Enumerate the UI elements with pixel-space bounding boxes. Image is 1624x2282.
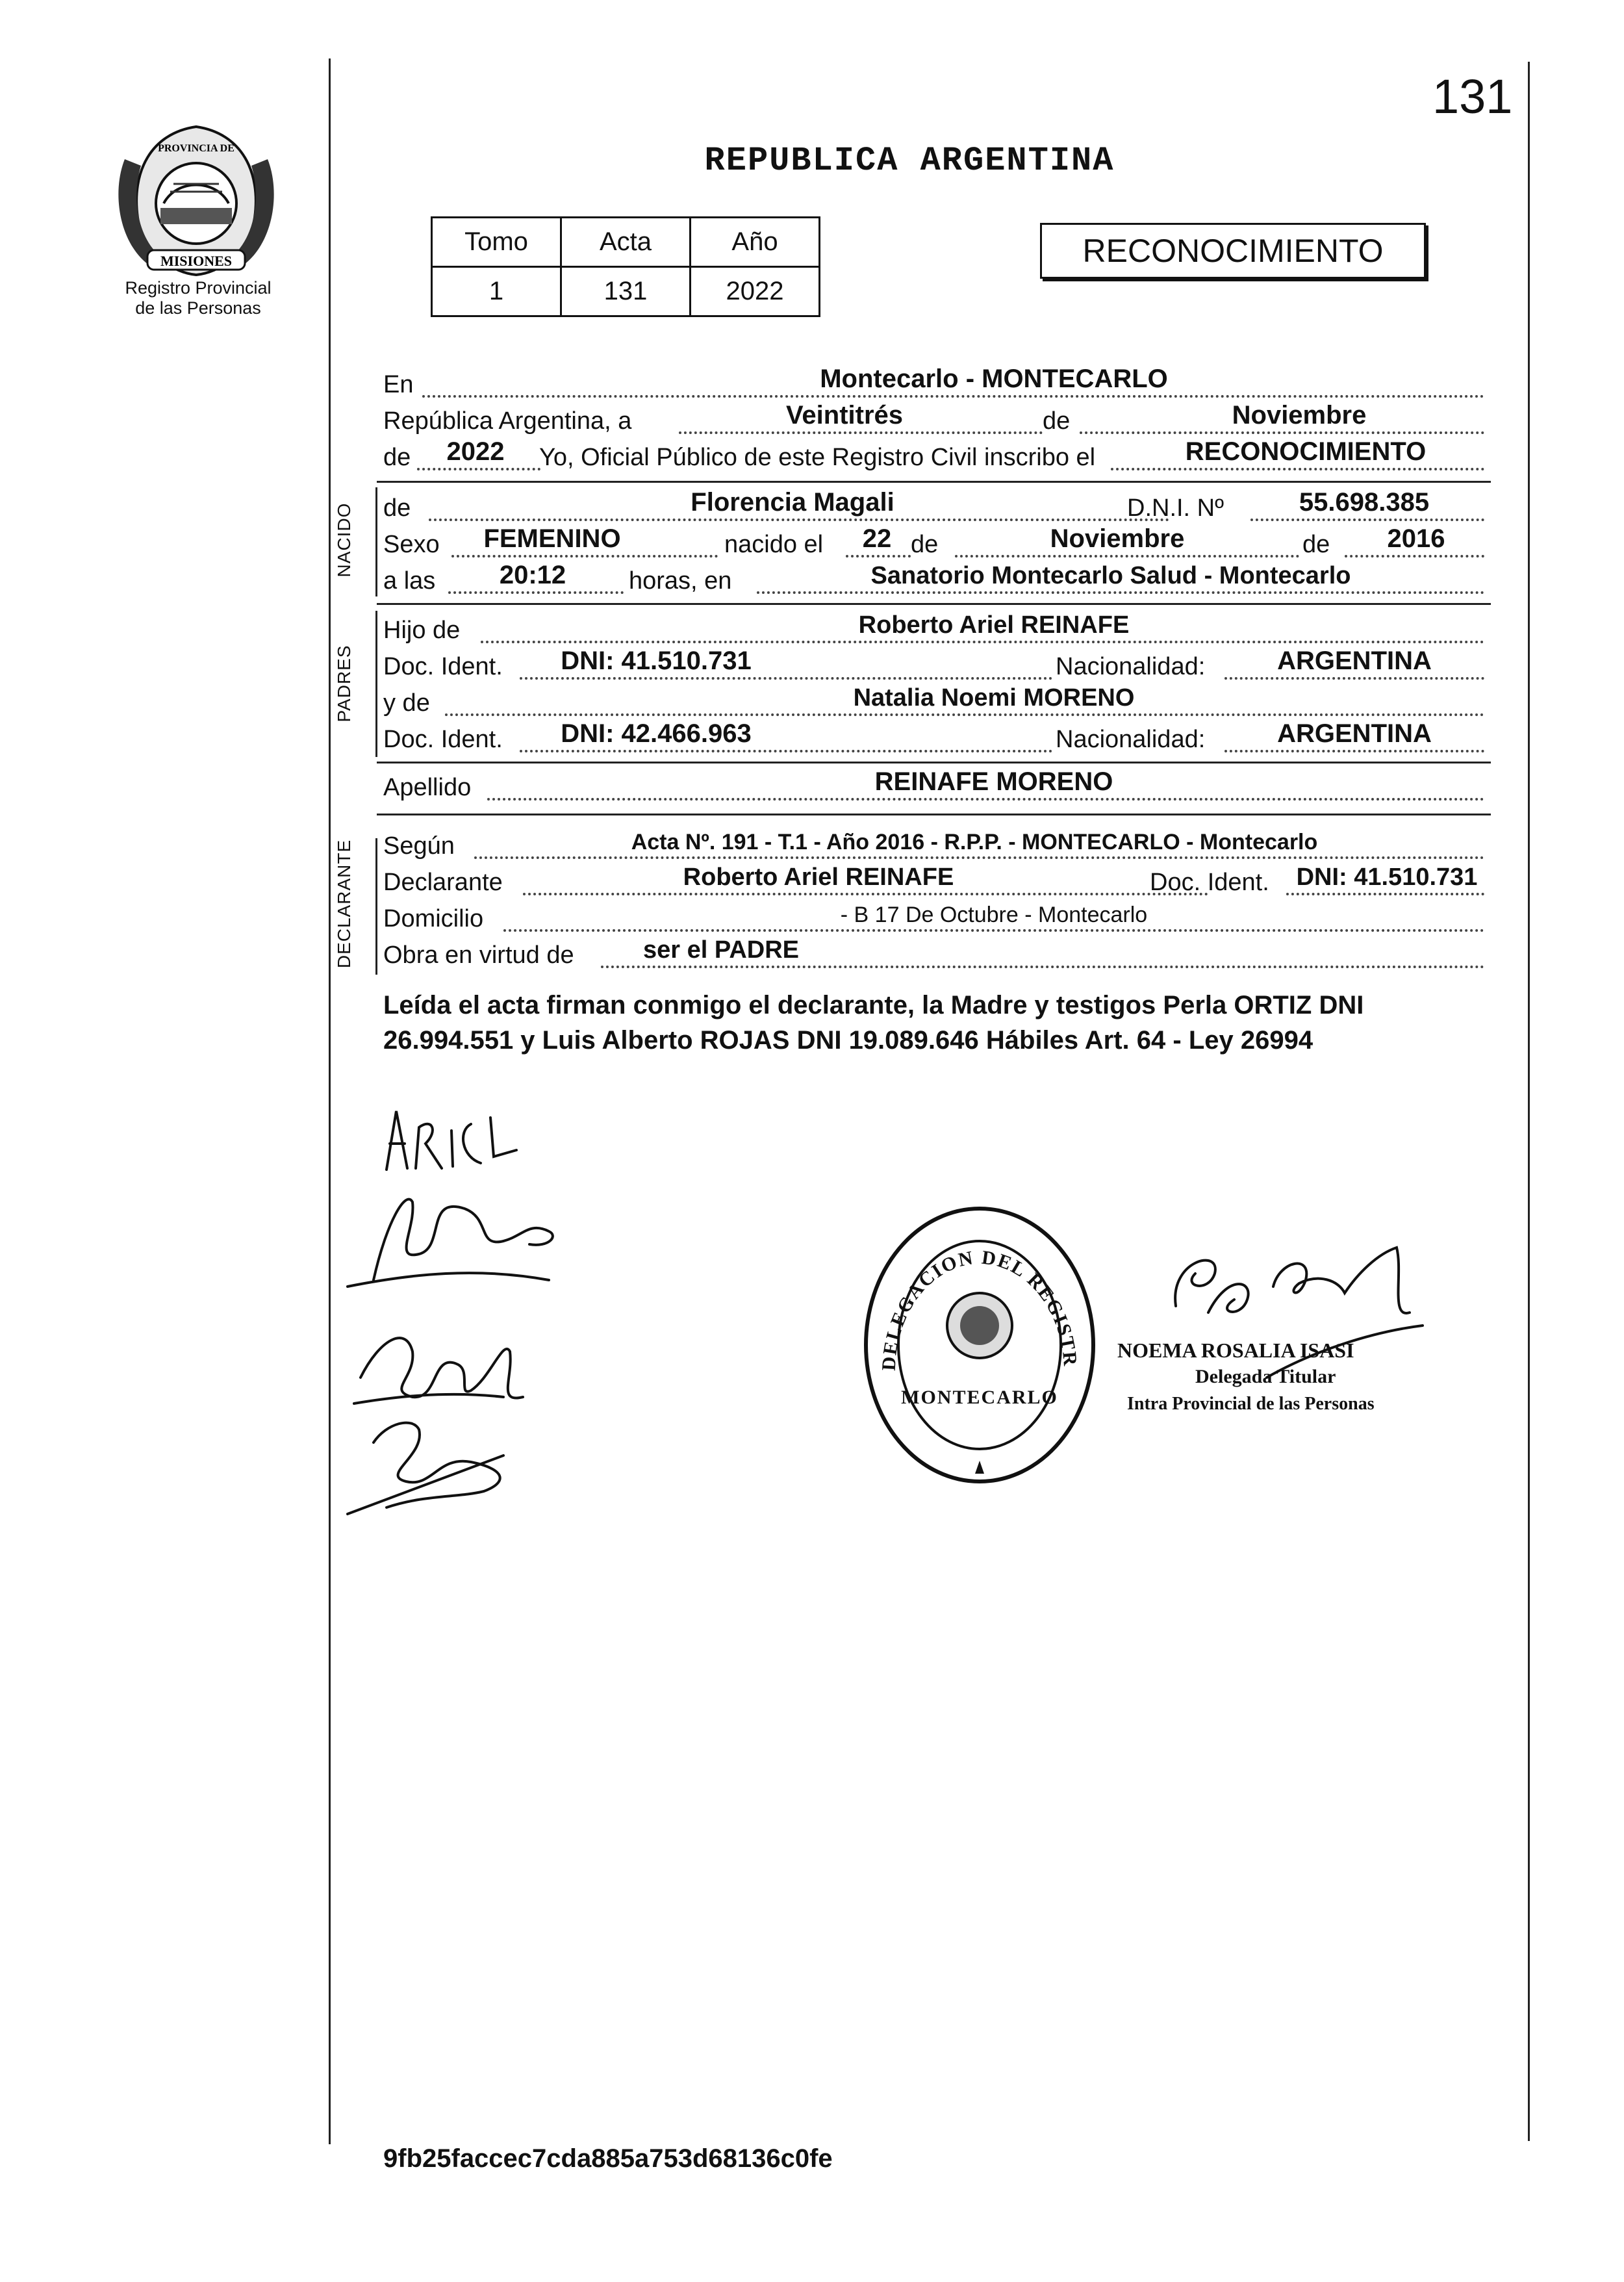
day-value: Veintitrés: [785, 401, 904, 429]
dotted-line: [846, 554, 911, 558]
dotted-line: [955, 554, 1299, 558]
dotted-line: [601, 965, 1484, 968]
anio-value: 2022: [691, 267, 820, 316]
record-table-value-row: [432, 267, 820, 316]
dotted-line: [520, 676, 1052, 680]
domicilio-label: Domicilio: [383, 905, 484, 932]
closing-paragraph: Leída el acta firman conmigo el declarante, la Madre y testigos Perla ORTIZ DNI 26.994.551 y Luis Alberto ROJAS DNI 19.089.646 Hábiles Art. 64 - Ley 26994: [383, 991, 1364, 1055]
dotted-line: [487, 797, 1484, 801]
declarante-side-label: DECLARANTE: [334, 839, 354, 969]
dotted-line: [1080, 431, 1484, 434]
year-value: 2022: [446, 437, 505, 466]
doc-label-2: Doc. Ident.: [383, 726, 503, 753]
dotted-line: [1286, 892, 1484, 895]
dotted-line: [1345, 554, 1484, 558]
row-sexo: [383, 524, 1488, 563]
witness-signatures: [335, 1092, 568, 1520]
dni-label: D.N.I. Nº: [1127, 494, 1224, 522]
acta-header: Acta: [561, 218, 691, 267]
right-margin-line: [1528, 62, 1530, 2141]
lugar-value: Sanatorio Montecarlo Salud - Montecarlo: [870, 562, 1351, 589]
dotted-line: [451, 554, 718, 558]
record-table: [431, 216, 820, 317]
nacionalidad-label: Nacionalidad:: [1056, 653, 1206, 680]
padre-doc-value: DNI: 41.510.731: [561, 647, 752, 675]
dotted-line: [422, 394, 1484, 398]
row-oficial: [383, 437, 1488, 476]
row-declarante: [383, 862, 1488, 901]
row-hora: [383, 560, 1488, 599]
padres-side-label: PADRES: [334, 645, 354, 723]
nacido-side-label: NACIDO: [334, 502, 354, 578]
en-label: En: [383, 371, 414, 398]
obra-label: Obra en virtud de: [383, 942, 574, 969]
de-label: de: [1043, 407, 1071, 435]
yde-label: y de: [383, 689, 430, 717]
row-apellido: [383, 767, 1488, 806]
logo-caption: [97, 278, 299, 318]
tomo-header: Tomo: [432, 218, 561, 267]
hora-value: 20:12: [499, 561, 566, 589]
separator: [377, 481, 1491, 483]
document-type-box: RECONOCIMIENTO: [1040, 223, 1426, 279]
logo-caption-line1: Registro Provincial: [125, 278, 272, 298]
stamp-inner-text: MONTECARLO: [901, 1387, 1058, 1408]
dotted-line: [1224, 749, 1484, 752]
dotted-line: [429, 518, 1169, 521]
acta-value: 131: [561, 267, 691, 316]
stamp-outer-text: DELEGACION DEL REGISTR: [878, 1246, 1082, 1372]
dotted-line: [1224, 676, 1484, 680]
madre-value: Natalia Noemi MORENO: [853, 684, 1135, 712]
declarante-bracket: [375, 838, 377, 975]
place-value: Montecarlo - MONTECARLO: [820, 365, 1168, 393]
horas-label: horas, en: [629, 567, 732, 595]
segun-value: Acta Nº. 191 - T.1 - Año 2016 - R.P.P. - MONTECARLO - Montecarlo: [631, 830, 1318, 854]
dotted-line: [1111, 467, 1484, 470]
official-stamp: [856, 1202, 1103, 1488]
logo-bottom-text: MISIONES: [160, 253, 233, 269]
dotted-line: [448, 591, 624, 594]
oficial-text: Yo, Oficial Público de este Registro Civil inscribo el: [539, 444, 1096, 471]
row-obra: [383, 934, 1488, 973]
row-hijo: [383, 609, 1488, 648]
row-nombre: [383, 487, 1488, 526]
official-office: Intra Provincial de las Personas: [1127, 1394, 1375, 1414]
dni-value: 55.698.385: [1299, 488, 1430, 517]
hijo-label: Hijo de: [383, 617, 461, 644]
padre-nac-value: ARGENTINA: [1277, 647, 1432, 675]
anio-value: 2016: [1387, 524, 1445, 553]
row-fecha: [383, 400, 1488, 439]
page-number: 131: [1432, 70, 1513, 123]
madre-nac-value: ARGENTINA: [1277, 719, 1432, 748]
doc-label: Doc. Ident.: [383, 653, 503, 680]
anio-header: Año: [691, 218, 820, 267]
official-name: NOEMA ROSALIA ISASI: [1117, 1339, 1354, 1362]
sexo-value: FEMENINO: [483, 524, 621, 553]
acto-value: RECONOCIMIENTO: [1185, 437, 1427, 466]
de-label-2: de: [911, 531, 939, 558]
declarante-doc-value: DNI: 41.510.731: [1296, 864, 1478, 891]
dotted-line: [757, 591, 1484, 594]
dotted-line: [474, 856, 1484, 859]
official-title: Delegada Titular: [1195, 1366, 1336, 1387]
month-value: Noviembre: [1232, 401, 1367, 429]
dotted-line: [445, 713, 1484, 716]
nombre-de-label: de: [383, 494, 411, 522]
dotted-line: [481, 640, 1484, 643]
logo-caption-line2: de las Personas: [135, 298, 261, 318]
padres-bracket: [375, 611, 377, 757]
madre-doc-value: DNI: 42.466.963: [561, 719, 752, 748]
de2-label: de: [383, 444, 411, 471]
row-padre-doc: [383, 646, 1488, 685]
apellido-value: REINAFE MORENO: [874, 767, 1113, 796]
record-table-header-row: [432, 218, 820, 267]
de-label-3: de: [1302, 531, 1330, 558]
mes-value: Noviembre: [1050, 524, 1185, 553]
sexo-label: Sexo: [383, 531, 440, 558]
dia-value: 22: [862, 524, 892, 553]
nombre-value: Florencia Magali: [691, 488, 894, 517]
first-signature-text: ARIEL: [451, 1164, 490, 1178]
nacido-label: nacido el: [724, 531, 824, 558]
apellido-label: Apellido: [383, 774, 472, 801]
row-en: [383, 364, 1488, 403]
row-domicilio: [383, 898, 1488, 937]
row-segun: [383, 825, 1488, 864]
dotted-line: [417, 467, 540, 470]
dotted-line: [503, 929, 1484, 932]
republica-label: República Argentina, a: [383, 407, 632, 435]
declarante-label: Declarante: [383, 869, 503, 896]
dotted-line: [1250, 518, 1484, 521]
alas-label: a las: [383, 567, 436, 595]
separator: [377, 814, 1491, 815]
declarante-value: Roberto Ariel REINAFE: [683, 864, 954, 891]
row-ymadre: [383, 682, 1488, 721]
dotted-line: [523, 892, 1208, 895]
domicilio-value: - B 17 De Octubre - Montecarlo: [840, 903, 1148, 927]
nacionalidad-label-2: Nacionalidad:: [1056, 726, 1206, 753]
separator: [377, 762, 1491, 763]
left-margin-line: [329, 58, 331, 2144]
separator: [377, 603, 1491, 605]
tomo-value: 1: [432, 267, 561, 316]
segun-label: Según: [383, 832, 455, 860]
logo-top-text: PROVINCIA DE: [158, 143, 235, 154]
obra-value: ser el PADRE: [642, 936, 800, 964]
padre-value: Roberto Ariel REINAFE: [858, 611, 1130, 639]
country-title: REPUBLICA ARGENTINA: [704, 142, 1115, 180]
nacido-bracket: [375, 487, 377, 596]
dotted-line: [520, 749, 1052, 752]
dotted-line: [679, 431, 1043, 434]
document-hash: 9fb25faccec7cda885a753d68136c0fe: [383, 2144, 833, 2173]
declarante-doc-label: Doc. Ident.: [1150, 869, 1269, 896]
row-madre-doc: [383, 719, 1488, 758]
